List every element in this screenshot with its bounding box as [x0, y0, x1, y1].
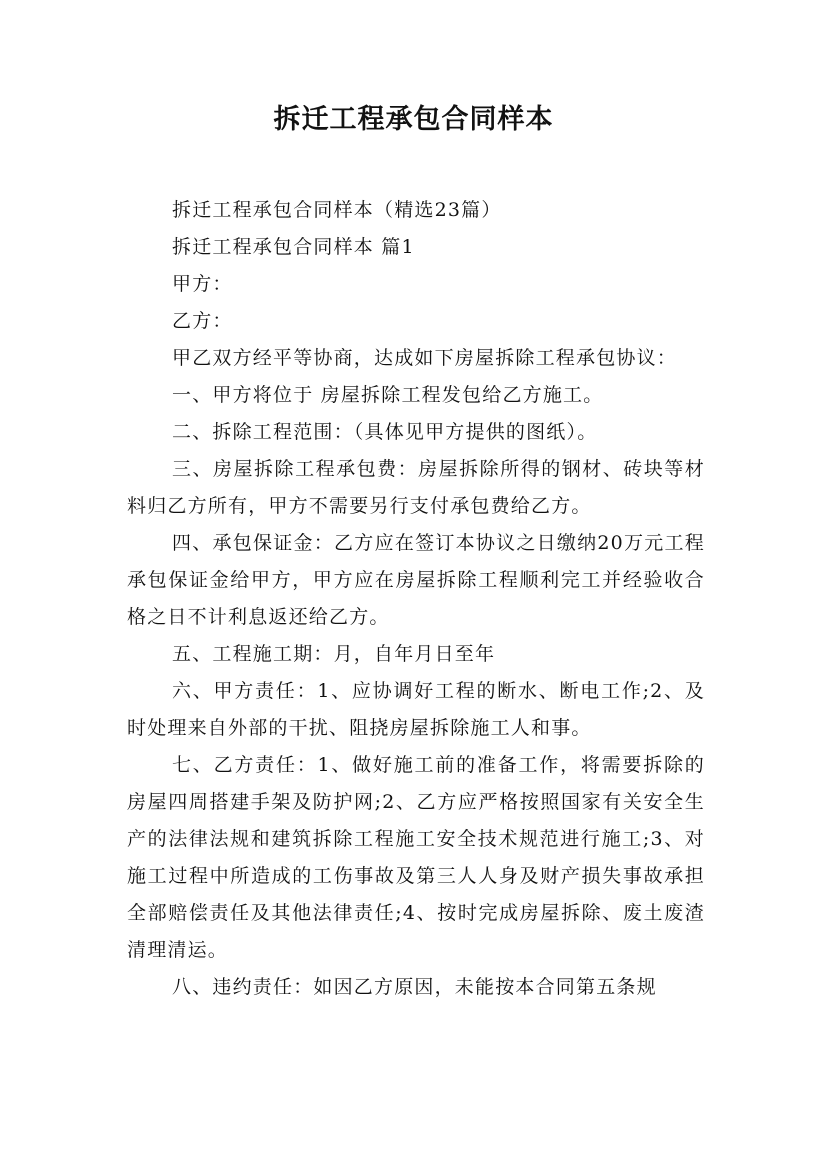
paragraph-clause-2: 二、拆除工程范围：（具体见甲方提供的图纸）。 [172, 421, 598, 443]
paragraph-party-a: 甲方： [172, 273, 233, 295]
paragraph-clause-4: 四、承包保证金：乙方应在签订本协议之日缴纳20万元工程承包保证金给甲方，甲方应在房屋拆除工程顺利完工并经验收合格之日不计利息返还给乙方。 [127, 532, 705, 628]
paragraph-clause-3: 三、房屋拆除工程承包费：房屋拆除所得的钢材、砖块等材料归乙方所有，甲方不需要另行支付承包费给乙方。 [127, 458, 705, 517]
paragraph-clause-7: 七、乙方责任：1、做好施工前的准备工作，将需要拆除的房屋四周搭建手架及防护网;2、乙方应严格按照国家有关安全生产的法律法规和建筑拆除工程施工安全技术规范进行施工;3、对施工过程中所造成的工伤事故及第三人人身及财产损失事故承担全部赔偿责任及其他法律责任;4、按时完成房屋拆除、废土废渣清理清运。 [127, 754, 705, 961]
paragraph-subtitle: 拆迁工程承包合同样本（精选23篇） [172, 199, 502, 221]
paragraph-clause-8: 八、违约责任：如因乙方原因，未能按本合同第五条规 [172, 976, 657, 998]
paragraph-clause-1: 一、甲方将位于 房屋拆除工程发包给乙方施工。 [172, 384, 604, 406]
document-title: 拆迁工程承包合同样本 [273, 104, 554, 135]
paragraph-party-b: 乙方： [172, 310, 233, 332]
paragraph-clause-6: 六、甲方责任：1、应协调好工程的断水、断电工作;2、及时处理来自外部的干扰、阻挠房屋拆除施工人和事。 [127, 680, 705, 739]
paragraph-agreement-intro: 甲乙双方经平等协商，达成如下房屋拆除工程承包协议： [172, 347, 678, 369]
document-body [127, 192, 705, 1006]
paragraph-clause-5: 五、工程施工期：月，自年月日至年 [172, 643, 496, 665]
paragraph-section-heading: 拆迁工程承包合同样本 篇1 [172, 236, 415, 258]
